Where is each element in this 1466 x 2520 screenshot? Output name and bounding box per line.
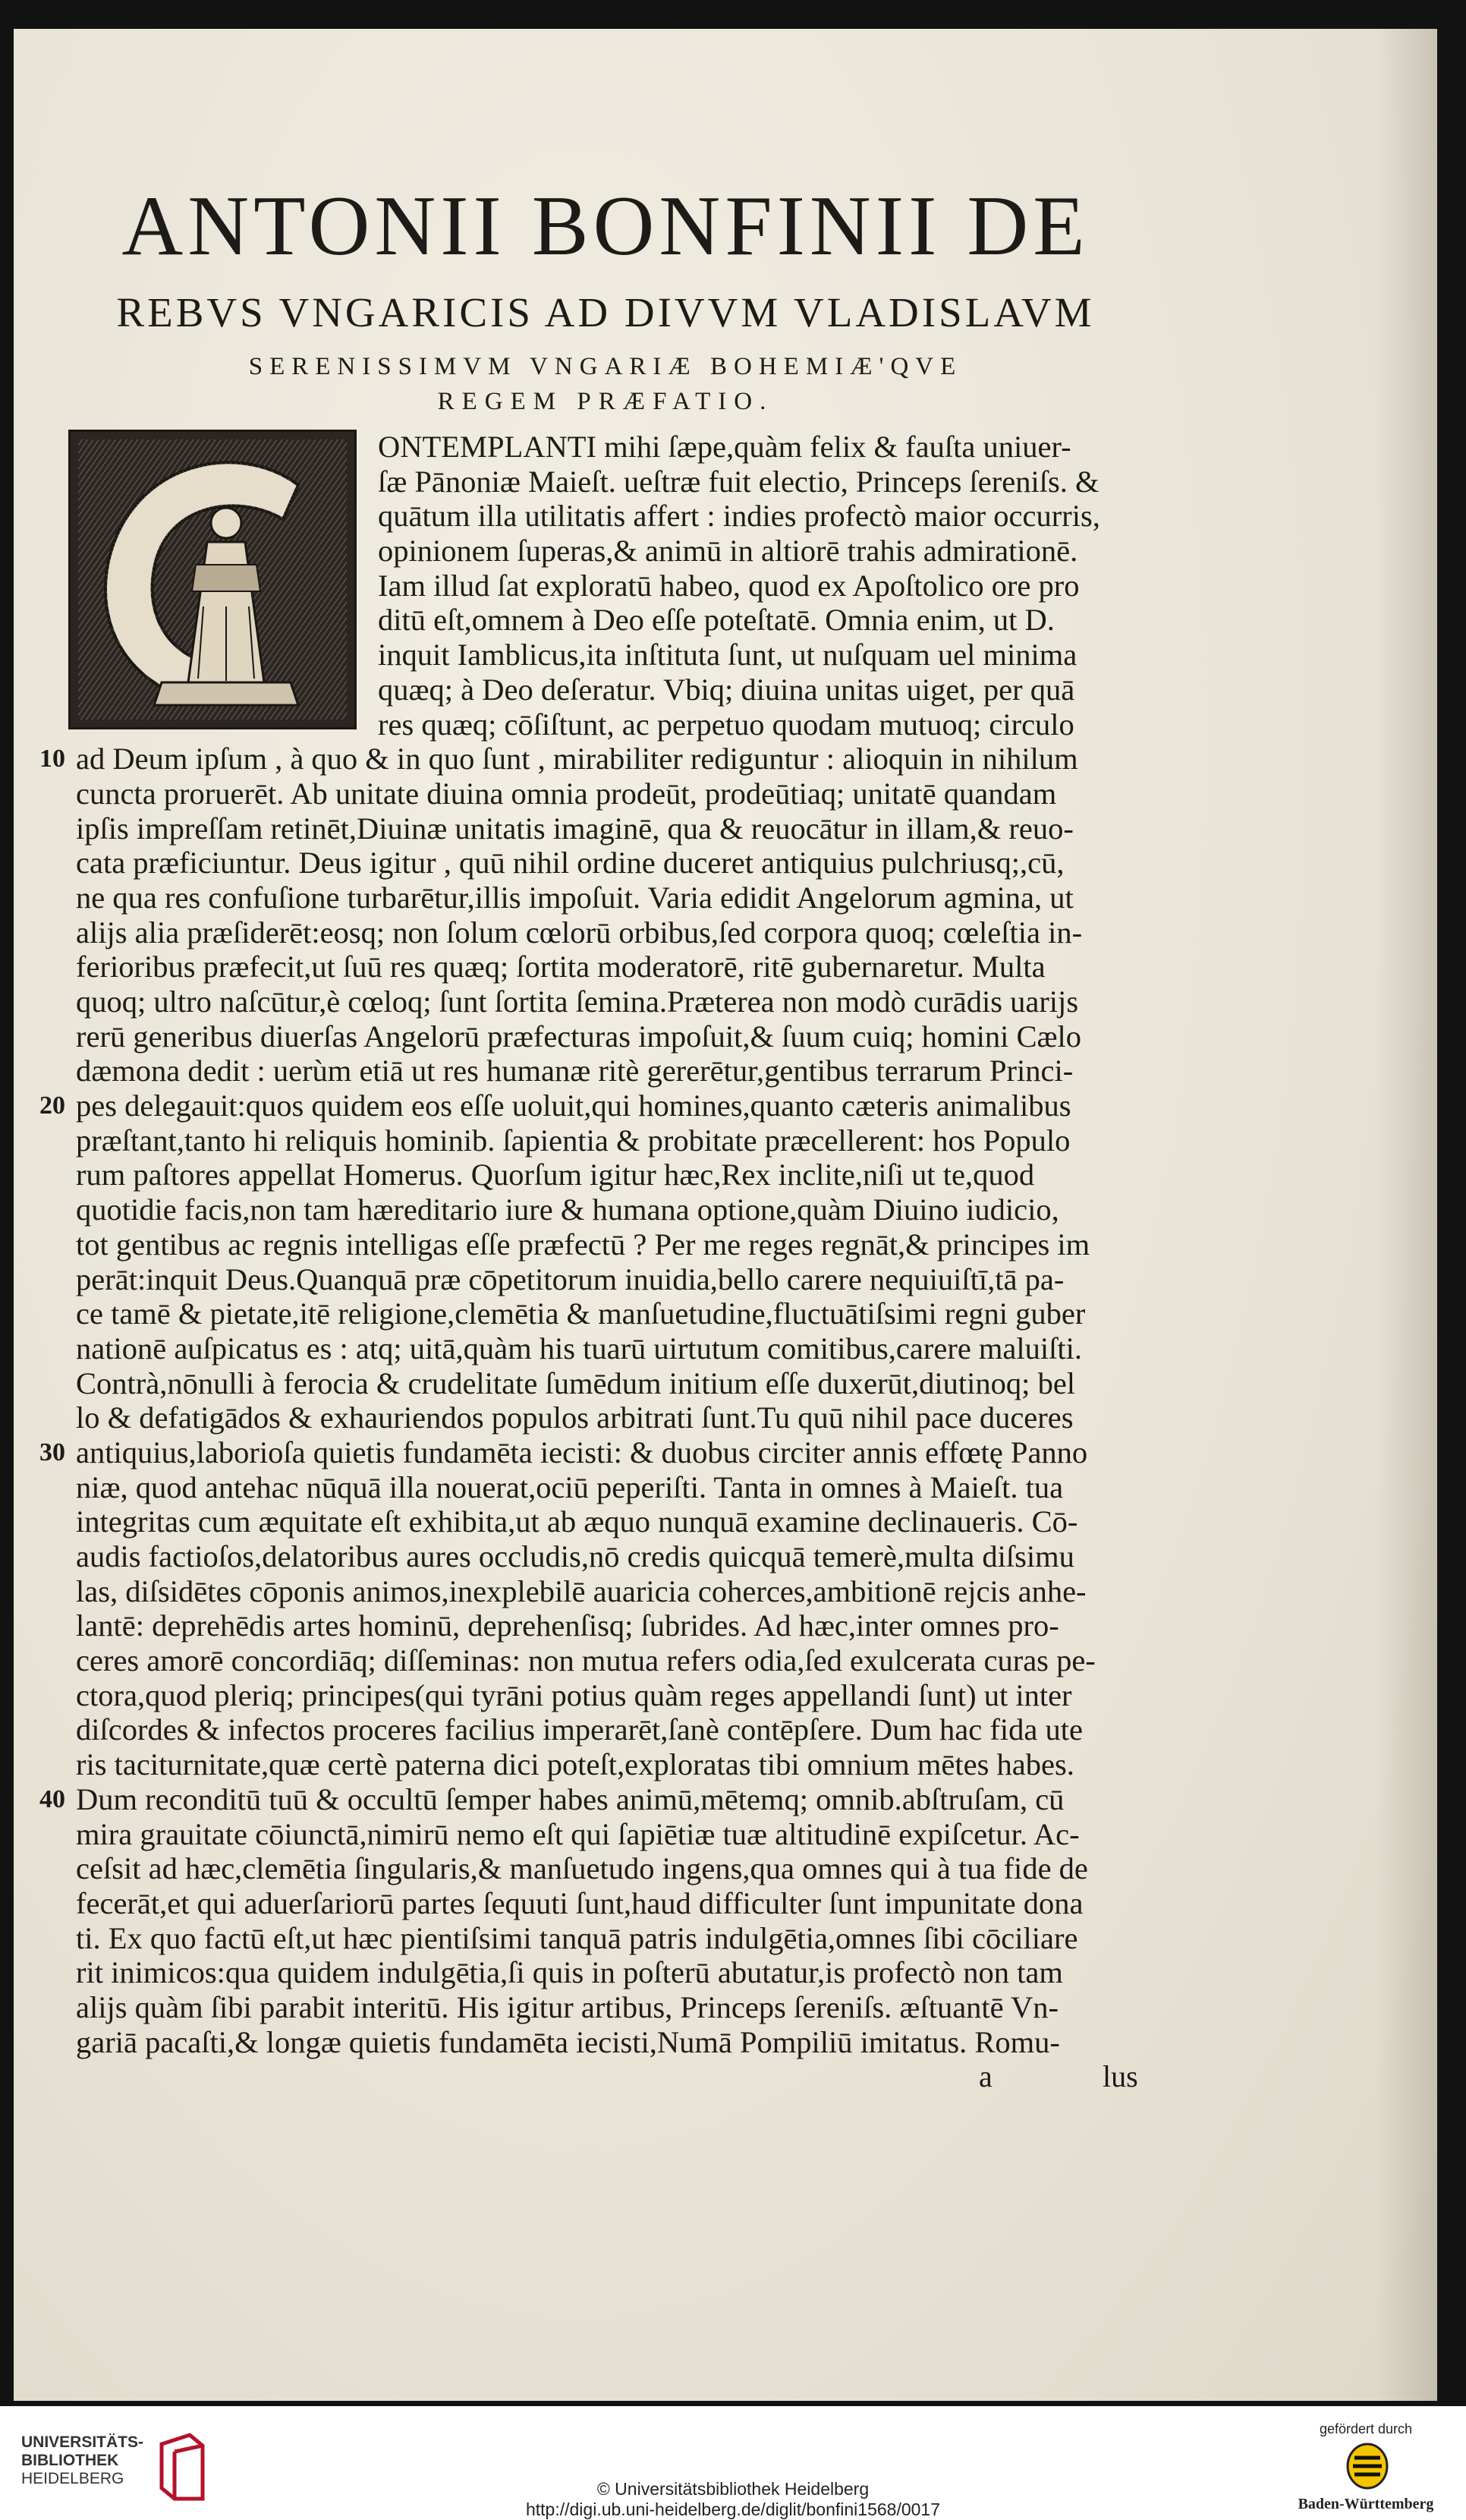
text-line-41: mira grauitate cōiunctā,nimirū nemo eſt qui ſapiētiæ tuæ altitudinē expiſcetur. Ac- (76, 1816, 1080, 1851)
text-line-27: nationē auſpicatus es : atq; uitā,quàm his tuarū uirtutum comitibus,carere maluiſti. (76, 1331, 1083, 1366)
text-line-42: ceſsit ad hæc,clemētia ſingularis,& manſuetudo ingens,qua omnes qui à tua fide de (76, 1851, 1088, 1886)
page-edge-shadow (1376, 29, 1437, 2401)
text-line-6: ditū eſt,omnem à Deo eſſe poteſtatē. Omnia enim, ut D. (378, 603, 1055, 638)
title-line-3: SERENISSIMVM VNGARIÆ BOHEMIÆ'QVE (248, 353, 963, 380)
text-line-33: audis factioſos,delatoribus aures occludis,nō credis quicquā temerè,multa diſsimu (76, 1539, 1074, 1573)
library-name-line-2: BIBLIOTHEK (21, 2452, 119, 2469)
baden-wuerttemberg-crest-icon (1345, 2443, 1389, 2490)
book-page (14, 29, 1437, 2401)
copyright-text: © Universitätsbibliothek Heidelberg (596, 2479, 870, 2499)
text-line-30-content: antiquius,laborioſa quietis fundamēta iecisti: & duobus circiter annis effœtę Panno (76, 1435, 1088, 1469)
text-line-22: rum paſtores appellat Homerus. Quorſum igitur hæc,Rex inclite,niſi ut te,quod (76, 1158, 1035, 1192)
viewer-footer (0, 2406, 1466, 2520)
text-line-21: præſtant,tanto hi reliquis hominib. ſapientia & probitate præcellerent: hos Populo (76, 1123, 1071, 1158)
text-line-9: res quæq; cōſiſtunt, ac perpetuo quodam mutuoq; circulo (378, 707, 1074, 742)
text-line-46: alijs quàm ſibi parabit interitū. His igitur artibus, Princeps ſereniſs. æſtuantē Vn- (76, 1989, 1059, 2024)
library-name-line-3: HEIDELBERG (21, 2470, 124, 2487)
text-line-3: quātum illa utilitatis affert : indies profectò maior occurris, (378, 499, 1100, 534)
margin-number-10: 10 (39, 745, 65, 773)
margin-number-40: 40 (39, 1784, 65, 1813)
text-line-37: ctora,quod pleriq; principes(qui tyrāni potius quàm reges appellandi ſunt) ut inter (76, 1677, 1072, 1712)
text-line-18: rerū generibus diuerſas Angelorū præfecturas impoſuit,& ſuum cuiq; homini Cælo (76, 1019, 1082, 1054)
text-line-44: ti. Ex quo factū eſt,ut hæc pientiſsimi tanquā patris indulgētia,omnes ſibi cōciliare (76, 1920, 1078, 1955)
sponsor-label: gefördert durch (1319, 2421, 1413, 2437)
preface-body (39, 430, 1152, 2094)
text-line-25: perāt:inquit Deus.Quanquā præ cōpetitorum inuidia,bello carere nequiuiſtī,tā pa- (76, 1262, 1065, 1296)
text-line-35: lantē: deprehēdis artes hominū, deprehenſisq; ſubrides. Ad hæc,inter omnes pro- (76, 1608, 1059, 1643)
text-line-28: Contrà,nōnulli à ferocia & crudelitate ſumēdum initium eſſe duxerūt,diutinoq; bel (76, 1366, 1076, 1400)
text-line-7: inquit Iamblicus,ita inſtituta ſunt, ut nuſquam uel minima (378, 638, 1077, 673)
text-line-12: ipſis impreſſam retinēt,Diuinæ unitatis imaginē, qua & reuocātur in illam,& reuo- (76, 811, 1074, 846)
text-line-13: cata præficiuntur. Deus igitur , quū nihil ordine duceret antiquius pulchriusq;,cū, (76, 846, 1065, 880)
text-line-1: ONTEMPLANTI mihi ſæpe,quàm felix & fauſta uniuer- (378, 430, 1071, 464)
text-line-32: integritas cum æquitate eſt exhibita,ut ab æquo nunquā examine declinaueris. Cō- (76, 1504, 1078, 1539)
margin-number-30: 30 (39, 1438, 65, 1466)
text-line-31: niæ, quod antehac nūquā illa nouerat,ociū peperiſti. Tanta in omnes à Maieſt. tua (76, 1469, 1064, 1504)
text-line-17: quoq; ultro naſcūtur,è cœloq; ſunt ſortita ſemina.Præterea non modò curādis uarijs (76, 984, 1079, 1019)
text-line-19: dæmona dedit : uerùm etiā ut res humanæ ritè gererētur,gentibus terrarum Princi- (76, 1054, 1074, 1088)
sponsor-name[interactable]: Baden-Württemberg (1298, 2496, 1434, 2512)
text-line-40-content: Dum reconditū tuū & occultū ſemper habes animū,mētemq; omnib.abſtruſam, cū (76, 1781, 1065, 1816)
text-line-15: alijs alia præſiderēt:eosq; non ſolum cœlorū orbibus,ſed corpora quoq; cœleſtia in- (76, 915, 1083, 950)
text-block (39, 143, 1152, 2094)
text-line-43: fecerāt,et qui aduerſariorū partes ſequuti ſunt,haud difficulter ſunt impunitate dona (76, 1885, 1084, 1920)
text-line-4: opinionem ſuperas,& animū in altiorē trahis admirationē. (378, 534, 1078, 569)
text-line-20-content: pes delegauit:quos quidem eos eſſe uoluit,qui homines,quanto cæteris animalibus (76, 1088, 1071, 1123)
text-line-26: ce tamē & pietate,itē religione,clemētia & manſuetudine,fluctuātiſsimi regni guber (76, 1296, 1086, 1331)
text-line-10-content: ad Deum ipſum , à quo & in quo ſunt , mirabiliter rediguntur : alioquin in nihilum (76, 742, 1078, 776)
text-line-23: quotidie facis,non tam hæreditario iure & humana optione,quàm Diuino iudicio, (76, 1192, 1059, 1227)
text-line-24: tot gentibus ac regnis intelligas eſſe præfectū ? Per me reges regnāt,& principes im (76, 1227, 1090, 1262)
margin-number-20: 20 (39, 1091, 65, 1120)
text-line-11: cuncta proruerēt. Ab unitate diuina omnia prodeūt, prodeūtiaq; unitatē quandam (76, 776, 1057, 811)
copyright-block (0, 2479, 1466, 2520)
text-line-38: diſcordes & infectos proceres facilius imperarēt,ſanè contēpſere. Dum hac fida ute (76, 1712, 1083, 1747)
text-line-40 (39, 1781, 1152, 1817)
text-line-16: ferioribus præfecit,ut ſuū res quæq; ſortita moderatorē, ritē gubernaretur. Multa (76, 950, 1046, 984)
catchword-row (59, 2059, 1152, 2094)
text-line-39: ris taciturnitate,quæ certè paterna dici poteſt,exploratas tibi omnium mētes habes. (76, 1747, 1074, 1782)
text-line-45: rit inimicos:qua quidem indulgētia,ſi quis in poſterū abutatur,is profectò non tam (76, 1955, 1063, 1990)
text-line-10 (39, 742, 1152, 776)
text-line-5: Iam illud ſat exploratū habeo, quod ex Apoſtolico ore pro (378, 568, 1080, 603)
signature-mark: a (979, 2059, 993, 2094)
permalink-url[interactable]: http://digi.ub.uni-heidelberg.de/diglit/bonfini1568/0017 (525, 2500, 941, 2519)
library-name-line-1: UNIVERSITÄTS- (21, 2433, 144, 2451)
title-line-2: REBVS VNGARICIS AD DIVVM VLADISLAVM (116, 289, 1095, 335)
text-line-14: ne qua res confuſione turbarētur,illis impoſuit. Varia edidit Angelorum agmina, ut (76, 880, 1074, 915)
text-line-8: quæq; à Deo deſeratur. Vbiq; diuina unitas uiget, per quā (378, 672, 1075, 707)
catchword: lus (1103, 2059, 1138, 2094)
text-line-2: ſæ Pānoniæ Maieſt. ueſtræ fuit electio, Princeps ſereniſs. & (378, 464, 1100, 499)
title-line-1: ANTONII BONFINII DE (121, 179, 1090, 273)
title-line-4: REGEM PRÆFATIO. (437, 388, 774, 415)
text-line-34: las, diſsidētes cōponis animos,inexplebilē auaricia coherces,ambitionē rejcis anhe- (76, 1573, 1087, 1608)
text-line-30 (39, 1435, 1152, 1470)
text-line-20 (39, 1088, 1152, 1123)
text-line-29: lo & defatigādos & exhauriendos populos arbitrati ſunt.Tu quū nihil pace duceres (76, 1400, 1074, 1435)
text-line-47: gariā pacaſti,& longæ quietis fundamēta iecisti,Numā Pompiliū imitatus. Romu- (76, 2024, 1060, 2059)
text-line-36: ceres amorē concordiāq; diſſeminas: non mutua refers odia,ſed exulcerata curas pe- (76, 1643, 1096, 1678)
